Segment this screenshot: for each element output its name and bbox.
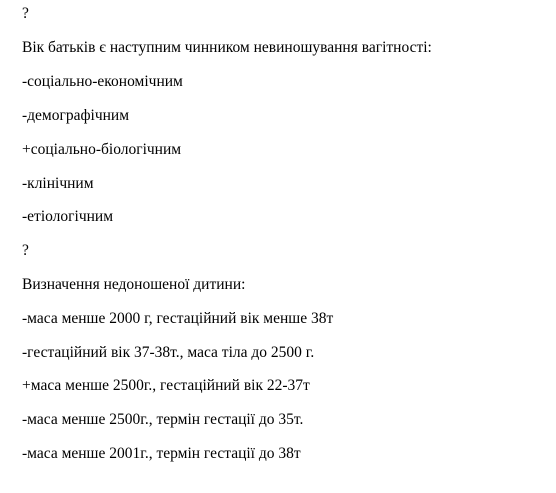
answer-option: -клінічним xyxy=(22,175,94,192)
answer-option: -соціально-економічним xyxy=(22,73,183,90)
answer-option: -маса менше 2500г., термін гестації до 35т. xyxy=(22,411,304,428)
question-text: Визначення недоношеної дитини: xyxy=(22,276,246,293)
answer-option: -гестаційний вік 37-38т., маса тіла до 2500 г. xyxy=(22,344,315,361)
question-text: Вік батьків є наступним чинником невиношування вагітності: xyxy=(22,39,432,56)
answer-option: -демографічним xyxy=(22,107,130,124)
answer-option: -маса менше 2001г., термін гестації до 38т xyxy=(22,445,301,462)
question-marker: ? xyxy=(22,242,29,259)
answer-option-correct: +маса менше 2500г., гестаційний вік 22-37т xyxy=(22,377,310,394)
answer-option: -етіологічним xyxy=(22,208,114,225)
answer-option: -маса менше 2000 г, гестаційний вік менше 38т xyxy=(22,310,334,327)
question-marker: ? xyxy=(22,5,29,22)
answer-option-correct: +соціально-біологічним xyxy=(22,141,182,158)
